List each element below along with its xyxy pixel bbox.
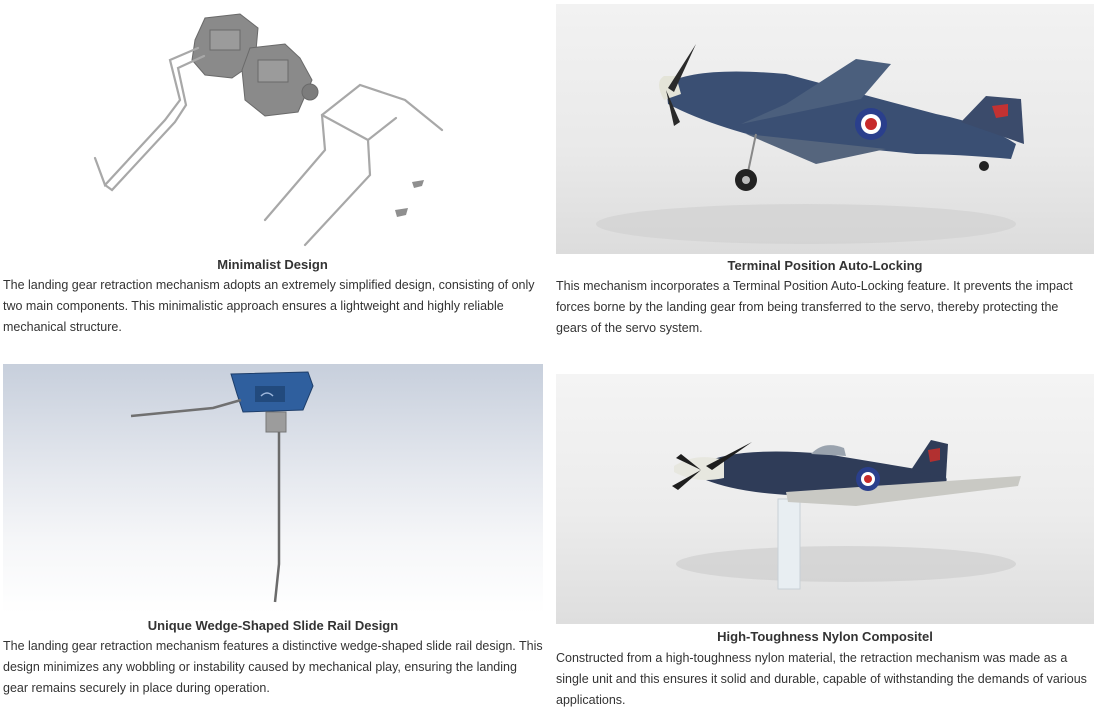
spitfire-model-icon xyxy=(556,4,1094,254)
feature-title: Terminal Position Auto-Locking xyxy=(727,258,923,273)
feature-title: Unique Wedge-Shaped Slide Rail Design xyxy=(147,618,399,633)
feature-description: Constructed from a high-toughness nylon material, the retraction mechanism was made as a single unit and this ensures it solid and durable, capable of withstanding the demands of various applications. xyxy=(556,651,1087,707)
feature-title: Minimalist Design xyxy=(217,257,328,272)
feature-description: The landing gear retraction mechanism features a distinctive wedge-shaped slide rail design. This design minimizes any wobbling or instability caused by mechanical play, ensuring the landing gear remains securely in place during operation. xyxy=(3,639,543,695)
landing-gear-parts-icon xyxy=(0,0,545,250)
feature-title: High-Toughness Nylon Compositel xyxy=(717,629,933,644)
spitfire-model-image xyxy=(556,4,1094,254)
cad-render-icon xyxy=(3,364,543,614)
spitfire-on-stand-icon xyxy=(556,374,1094,624)
feature-description: This mechanism incorporates a Terminal Position Auto-Locking feature. It prevents the impact forces borne by the landing gear from being transferred to the servo, thereby protecting the gears of the servo system. xyxy=(556,279,1073,335)
feature-description: The landing gear retraction mechanism adopts an extremely simplified design, consisting of only two main components. This minimalistic approach ensures a lightweight and highly reliable mechanical structure. xyxy=(3,278,535,334)
cad-render-image xyxy=(3,364,543,614)
landing-gear-parts-image xyxy=(0,0,545,250)
spitfire-on-stand-image xyxy=(556,374,1094,624)
